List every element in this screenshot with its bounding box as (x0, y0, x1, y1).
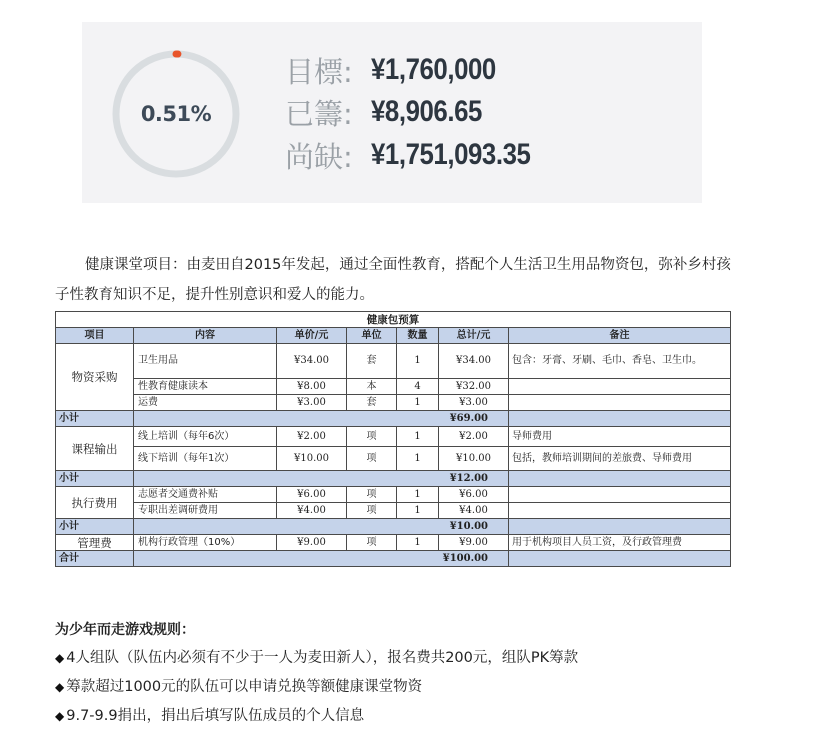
header-cell: 项目 (56, 328, 134, 344)
goal-stat (285, 48, 516, 92)
total-cell: ¥9.00 (439, 535, 509, 551)
qty-cell: 1 (397, 535, 439, 551)
rule-item (55, 704, 364, 725)
unit-cell: 项 (347, 427, 397, 447)
progress-percent: 0.51% (140, 102, 212, 126)
diamond-bullet-icon: ◆ (55, 651, 65, 665)
total-cell: ¥4.00 (439, 503, 509, 519)
total-label: 合计 (56, 551, 134, 567)
note-cell (509, 503, 731, 519)
remaining-stat (285, 133, 556, 177)
category-cell: 物资采购 (56, 344, 134, 411)
total-cell: ¥10.00 (439, 447, 509, 471)
note-cell: 包括，教师培训期间的差旅费、导师费用 (509, 447, 731, 471)
goal-value: ¥1,760,000 (371, 53, 496, 86)
header-cell: 数量 (397, 328, 439, 344)
budget-table (55, 311, 731, 567)
subtotal-note (509, 411, 731, 427)
table-row (56, 344, 731, 379)
header-cell: 内容 (134, 328, 277, 344)
raised-value: ¥8,906.65 (371, 95, 482, 128)
item-cell: 性教育健康读本 (134, 379, 277, 395)
note-cell: 包含：牙膏、牙刷、毛巾、香皂、卫生巾。 (509, 344, 731, 379)
unit-cell: 项 (347, 503, 397, 519)
note-cell: 用于机构项目人员工资，及行政管理费 (509, 535, 731, 551)
item-cell: 专职出差调研费用 (134, 503, 277, 519)
price-cell: ¥10.00 (277, 447, 347, 471)
table-row (56, 447, 731, 471)
unit-cell: 套 (347, 344, 397, 379)
subtotal-note (509, 519, 731, 535)
rule-item (55, 646, 578, 667)
goal-label: 目標: (285, 54, 353, 89)
table-row (56, 535, 731, 551)
qty-cell: 4 (397, 379, 439, 395)
total-cell: ¥3.00 (439, 395, 509, 411)
rule-text: 9.7-9.9捐出，捐出后填写队伍成员的个人信息 (66, 708, 365, 724)
remaining-label: 尚缺: (285, 139, 353, 174)
qty-cell: 1 (397, 344, 439, 379)
total-cell: ¥2.00 (439, 427, 509, 447)
item-cell: 志愿者交通费补贴 (134, 487, 277, 503)
remaining-value: ¥1,751,093.35 (371, 138, 531, 171)
table-header-row (56, 328, 731, 344)
price-cell: ¥2.00 (277, 427, 347, 447)
subtotal-value: ¥12.00 (134, 471, 509, 487)
raised-label: 已籌: (285, 96, 353, 131)
rule-text: 4人组队（队伍内必须有不少于一人为麦田新人），报名费共200元，组队PK筹款 (66, 650, 579, 666)
item-cell: 运费 (134, 395, 277, 411)
price-cell: ¥34.00 (277, 344, 347, 379)
diamond-bullet-icon: ◆ (55, 680, 65, 694)
table-title-row (56, 312, 731, 328)
subtotal-label: 小计 (56, 519, 134, 535)
note-cell (509, 395, 731, 411)
total-note (509, 551, 731, 567)
unit-cell: 项 (347, 535, 397, 551)
unit-cell: 本 (347, 379, 397, 395)
price-cell: ¥3.00 (277, 395, 347, 411)
total-cell: ¥6.00 (439, 487, 509, 503)
subtotal-value: ¥10.00 (134, 519, 509, 535)
subtotal-row (56, 411, 731, 427)
item-cell: 线下培训（每年1次） (134, 447, 277, 471)
qty-cell: 1 (397, 427, 439, 447)
unit-cell: 项 (347, 487, 397, 503)
total-cell: ¥34.00 (439, 344, 509, 379)
rule-text: 筹款超过1000元的队伍可以申请兑换等额健康课堂物资 (66, 679, 423, 695)
table-title: 健康包预算 (56, 312, 731, 328)
qty-cell: 1 (397, 487, 439, 503)
raised-stat (285, 90, 500, 134)
header-cell: 总计/元 (439, 328, 509, 344)
subtotal-label: 小计 (56, 411, 134, 427)
table-row (56, 427, 731, 447)
item-cell: 机构行政管理（10%） (134, 535, 277, 551)
price-cell: ¥8.00 (277, 379, 347, 395)
header-cell: 备注 (509, 328, 731, 344)
item-cell: 卫生用品 (134, 344, 277, 379)
total-row (56, 551, 731, 567)
subtotal-label: 小计 (56, 471, 134, 487)
project-intro-text: 健康课堂项目：由麦田自2015年发起，通过全面性教育，搭配个人生活卫生用品物资包，弥补乡村孩子性教育知识不足，提升性别意识和爱人的能力。 (55, 257, 731, 303)
project-intro (55, 250, 745, 310)
note-cell (509, 379, 731, 395)
fundraising-progress-card (82, 22, 702, 203)
price-cell: ¥4.00 (277, 503, 347, 519)
unit-cell: 项 (347, 447, 397, 471)
category-cell: 执行费用 (56, 487, 134, 519)
note-cell: 导师费用 (509, 427, 731, 447)
category-cell: 课程输出 (56, 427, 134, 471)
price-cell: ¥9.00 (277, 535, 347, 551)
unit-cell: 套 (347, 395, 397, 411)
rules-title: 为少年而走游戏规则： (55, 622, 195, 638)
price-cell: ¥6.00 (277, 487, 347, 503)
table-row (56, 395, 731, 411)
item-cell: 线上培训（每年6次） (134, 427, 277, 447)
subtotal-row (56, 471, 731, 487)
table-row (56, 379, 731, 395)
subtotal-row (56, 519, 731, 535)
note-cell (509, 487, 731, 503)
category-cell: 管理费 (56, 535, 134, 551)
qty-cell: 1 (397, 395, 439, 411)
diamond-bullet-icon: ◆ (55, 709, 65, 723)
table-row (56, 503, 731, 519)
header-cell: 单价/元 (277, 328, 347, 344)
subtotal-note (509, 471, 731, 487)
qty-cell: 1 (397, 503, 439, 519)
total-cell: ¥32.00 (439, 379, 509, 395)
header-cell: 单位 (347, 328, 397, 344)
subtotal-value: ¥69.00 (134, 411, 509, 427)
total-value: ¥100.00 (134, 551, 509, 567)
rule-item (55, 675, 422, 696)
table-row (56, 487, 731, 503)
qty-cell: 1 (397, 447, 439, 471)
